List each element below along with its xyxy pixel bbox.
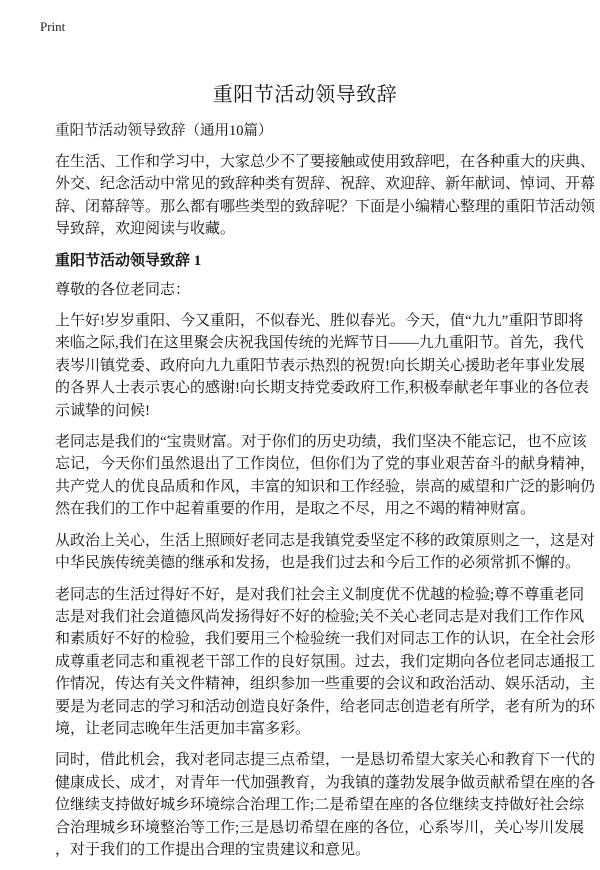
text-line: 健康成长、成才，对青年一代加强教育，为我镇的蓬勃发展争做贡献希望在座的各 [55, 774, 596, 791]
text-line: 外交、纪念活动中常见的致辞种类有贺辞、祝辞、欢迎辞、新年献词、悼词、开幕 [55, 176, 596, 193]
text-line: 老同志是我们的“宝贵财富。对于你们的历史功绩，我们坚决不能忘记，也不应该 [55, 434, 587, 451]
speech-paragraph [55, 584, 596, 741]
text-line: 共产党人的优良品质和作风，丰富的知识和工作经验，崇高的威望和广泛的影响仍 [55, 478, 596, 495]
text-line: 老同志的生活过得好不好，是对我们社会主义制度优不优越的检验;尊不尊重老同 [55, 586, 585, 603]
text-line: 志是对我们社会道德风尚发扬得好不好的检验;关不关心老同志是对我们工作作风 [55, 608, 585, 625]
speech-paragraphs [55, 310, 596, 861]
text-line: 辞、闭幕辞等。那么都有哪些类型的致辞呢？下面是小编精心整理的重阳节活动领 [55, 198, 596, 215]
page-title: 重阳节活动领导致辞 [212, 82, 398, 106]
document-subtitle: 重阳节活动领导致辞（通用10篇） [55, 123, 273, 139]
text-line: 成尊重老同志和重视老干部工作的良好氛围。过去，我们定期向各位老同志通报工 [55, 653, 596, 670]
speech-paragraph [55, 530, 596, 575]
text-line: 然在我们的工作中起着重要的作用，是取之不尽，用之不竭的精神财富。 [55, 501, 536, 518]
text-line: ，对于我们的工作提出合理的宝贵建议和意见。 [55, 841, 371, 858]
text-line: 的各界人士表示衷心的感谢!向长期支持党委政府工作,积极奉献老年事业的各位表 [55, 380, 589, 397]
text-line: 中华民族传统美德的继承和发扬，也是我们过去和今后工作的必须常抓不懈的。 [55, 555, 581, 572]
text-line: 作情况，传达有关文件精神，组织参加一些重要的会议和政治活动、娱乐活动，主 [55, 676, 596, 693]
section-heading: 重阳节活动领导致辞 1 [55, 252, 202, 269]
text-line: 从政治上关心，生活上照顾好老同志是我镇党委坚定不移的政策原则之一，这是对 [55, 532, 596, 549]
text-line: 和素质好不好的检验，我们要用三个检验统一我们对同志工作的认识，在全社会形 [55, 631, 596, 648]
text-line: 要是为老同志的学习和活动创造良好条件，给老同志创造老有所学，老有所为的环 [55, 698, 596, 715]
text-line: 同时，借此机会，我对老同志提三点希望，一是恳切希望大家关心和教育下一代的 [55, 752, 596, 769]
speech-paragraph [55, 431, 596, 521]
print-link[interactable]: Print [40, 19, 66, 34]
intro-paragraph [55, 151, 596, 241]
text-line: 位继续支持做好城乡环境综合治理工作;二是希望在座的各位继续支持做好社会综 [55, 797, 585, 814]
text-line: 上午好!岁岁重阳、今又重阳，不似春光、胜似春光。今天，值“九九”重阳节即将 [55, 313, 584, 330]
text-line: 在生活、工作和学习中，大家总少不了要接触或使用致辞吧，在各种重大的庆典、 [55, 154, 596, 170]
text-line: 合治理城乡环境整治等工作;三是恳切希望在座的各位，心系岑川，关心岑川发展 [55, 819, 585, 836]
speech-paragraph [55, 310, 589, 422]
text-line: 表岑川镇党委、政府向九九重阳节表示热烈的祝贺!向长期关心援助老年事业发展 [55, 357, 585, 374]
text-line: 示诚挚的问候! [55, 402, 150, 419]
text-line: 忘记，今天你们虽然退出了工作岗位，但你们为了党的事业艰苦奋斗的献身精神， [55, 456, 596, 473]
text-line: 导致辞，欢迎阅读与收藏。 [55, 221, 236, 238]
speech-paragraph [55, 749, 596, 861]
text-line: 境，让老同志晚年生活更加丰富多彩。 [55, 720, 311, 737]
salutation: 尊敬的各位老同志： [55, 281, 191, 298]
text-line: 来临之际,我们在这里聚会庆祝我国传统的光辉节日——九九重阳节。首先，我代 [55, 335, 584, 352]
document-body [55, 78, 596, 870]
